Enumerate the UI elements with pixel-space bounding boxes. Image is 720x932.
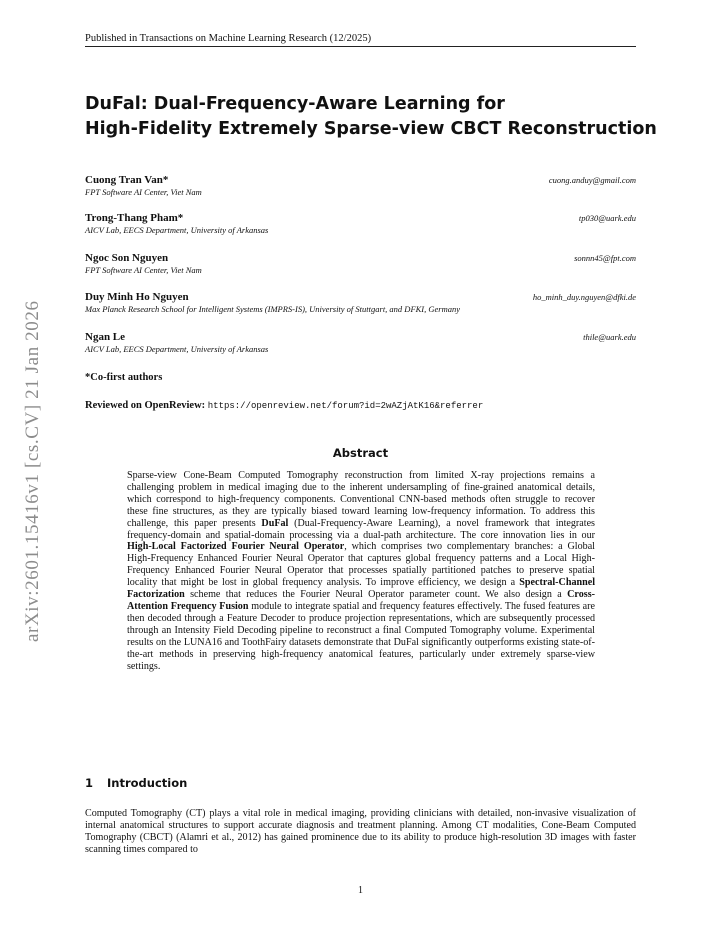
title-line-2: High-Fidelity Extremely Sparse-view CBCT Reconstruction: [85, 119, 657, 139]
abstract-text: Sparse-view Cone-Beam Computed Tomography reconstruction from limited X-ray projections remains a challenging problem in medical imaging due to the inherent undersampling of fine-grained anatomical details, which correspond to high-frequency components. Conventional CNN-based methods often struggle to recover these fine structures, as they are typically biased toward learning low-frequency information. To address this challenge, this paper presents: [127, 470, 595, 529]
abstract-body: [127, 470, 595, 672]
author-email: ho_minh_duy.nguyen@dfki.de: [532, 292, 636, 302]
author-block: [85, 212, 636, 235]
author-email: thile@uark.edu: [583, 332, 636, 342]
abstract-text: scheme that reduces the Fourier Neural Operator parameter count. We also design a: [184, 589, 568, 601]
reviewed-line: [85, 400, 645, 411]
author-affiliation: AICV Lab, EECS Department, University of Arkansas: [85, 344, 269, 354]
section-title: Introduction: [107, 776, 188, 790]
section-number: 1: [85, 776, 94, 790]
author-block: [85, 291, 636, 314]
arxiv-stamp: arXiv:2601.15416v1 [cs.CV] 21 Jan 2026: [22, 300, 43, 642]
author-email: tp030@uark.edu: [578, 213, 636, 223]
abstract-text: , which comprises two complementary branches: a Global High-Frequency Enhanced Fourier Neural Operator that captures global frequency patterns and a Local High-Frequency Enhanced Fourier Neural Operator that processes spatially partitioned patches to preserve spatial locality that might be lost in global frequency analysis. To improve efficiency, we design a: [127, 541, 595, 589]
author-block: [85, 252, 636, 275]
reviewed-label: Reviewed on OpenReview:: [85, 400, 206, 411]
abstract-heading: Abstract: [332, 446, 389, 460]
author-affiliation: FPT Software AI Center, Viet Nam: [85, 187, 202, 197]
paper-title: [85, 92, 675, 142]
author-name: Ngoc Son Nguyen: [85, 252, 169, 264]
cofirst-note: *Co-first authors: [85, 372, 163, 383]
title-line-1: DuFal: Dual-Frequency-Aware Learning for: [85, 94, 505, 114]
openreview-link[interactable]: https://openreview.net/forum?id=2wAZjAtK16&referrer: [207, 401, 484, 411]
intro-paragraph: Computed Tomography (CT) plays a vital role in medical imaging, providing clinicians with detailed, non-invasive visualization of internal anatomical structures to support accurate diagnosis and treatment planning. Among CT modalities, Cone-Beam Computed Tomography (CBCT) (Alamri et al., 2012) has gained prominence due to its ability to produce high-resolution 3D images with faster scanning times compared to: [85, 808, 636, 855]
author-name: Cuong Tran Van*: [85, 174, 169, 186]
abstract-bold-term: Spectral-Channel Factorization: [127, 577, 595, 601]
abstract-text: (Dual-Frequency-Aware Learning), a novel framework that integrates frequency-domain and spatial-domain processing via a dual-path architecture. The core innovation lies in our: [127, 517, 595, 541]
author-name: Trong-Thang Pham*: [85, 212, 184, 224]
author-name: Duy Minh Ho Nguyen: [85, 291, 189, 303]
page-number: 1: [358, 885, 363, 896]
section-heading: [85, 776, 187, 790]
abstract-bold-term: High-Local Factorized Fourier Neural Operator: [127, 541, 345, 553]
author-email: sonnn45@fpt.com: [574, 253, 636, 263]
abstract-text: module to integrate spatial and frequency features effectively. The fused features are then decoded through a Feature Decoder to produce projection representations, which are subsequently processed through an Intensity Field Decoding pipeline to reconstruct a final Computed Tomography volume. Experimental results on the LUNA16 and ToothFairy datasets demonstrate that DuFal significantly outperforms existing state-of-the-art methods in preserving high-frequency anatomical features, particularly under extremely sparse-view settings.: [127, 600, 595, 672]
running-head: Published in Transactions on Machine Learning Research (12/2025): [85, 33, 636, 47]
author-block: [85, 331, 636, 354]
author-affiliation: FPT Software AI Center, Viet Nam: [85, 265, 202, 275]
abstract-bold-term: Cross-Attention Frequency Fusion: [127, 589, 595, 612]
author-email: cuong.anduy@gmail.com: [548, 175, 636, 185]
author-name: Ngan Le: [85, 331, 126, 343]
abstract-bold-term: DuFal: [261, 517, 289, 529]
author-affiliation: Max Planck Research School for Intelligent Systems (IMPRS-IS), University of Stuttgart, and DFKI, Germany: [85, 304, 461, 314]
author-block: [85, 174, 636, 197]
author-affiliation: AICV Lab, EECS Department, University of Arkansas: [85, 225, 269, 235]
